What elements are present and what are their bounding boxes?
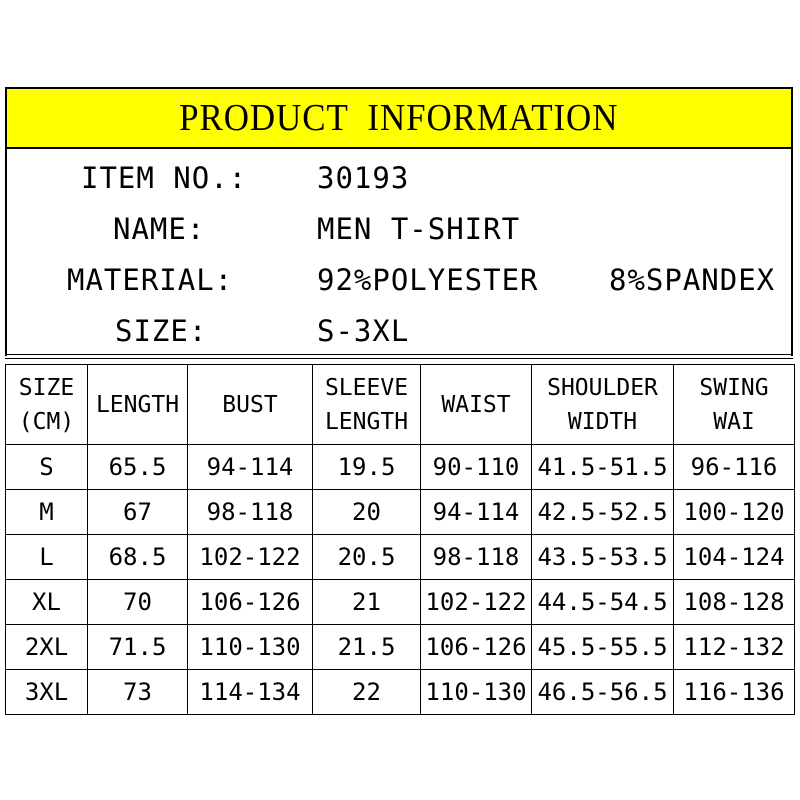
- table-cell: 110-130: [421, 670, 532, 715]
- banner-title: PRODUCT INFORMATION: [179, 97, 619, 139]
- table-cell: 67: [88, 490, 188, 535]
- table-cell: M: [6, 490, 88, 535]
- table-row: [6, 625, 795, 670]
- table-cell: 106-126: [188, 580, 313, 625]
- table-header-row: [6, 365, 795, 445]
- header-sleeve-length: SLEEVE LENGTH: [313, 365, 421, 445]
- table-cell: 94-114: [421, 490, 532, 535]
- table-cell: 68.5: [88, 535, 188, 580]
- table-cell: S: [6, 445, 88, 490]
- table-cell: 20.5: [313, 535, 421, 580]
- header-length: LENGTH: [88, 365, 188, 445]
- table-cell: 96-116: [674, 445, 795, 490]
- table-cell: XL: [6, 580, 88, 625]
- table-cell: 2XL: [6, 625, 88, 670]
- table-cell: 46.5-56.5: [532, 670, 674, 715]
- table-cell: 106-126: [421, 625, 532, 670]
- table-cell: 104-124: [674, 535, 795, 580]
- size-row: [7, 306, 791, 356]
- table-row: [6, 535, 795, 580]
- table-cell: 65.5: [88, 445, 188, 490]
- table-cell: 41.5-51.5: [532, 445, 674, 490]
- name-label: NAME:: [113, 212, 206, 246]
- table-cell: 102-122: [188, 535, 313, 580]
- header-shoulder-width: SHOULDER WIDTH: [532, 365, 674, 445]
- table-cell: 21: [313, 580, 421, 625]
- size-value: S-3XL: [317, 314, 410, 348]
- table-cell: 94-114: [188, 445, 313, 490]
- divider-line: [5, 358, 793, 359]
- table-cell: 21.5: [313, 625, 421, 670]
- name-value: MEN T-SHIRT: [317, 212, 521, 246]
- table-cell: 20: [313, 490, 421, 535]
- item-no-row: [7, 153, 791, 203]
- header-waist: WAIST: [421, 365, 532, 445]
- table-cell: 3XL: [6, 670, 88, 715]
- name-row: [7, 204, 791, 254]
- table-cell: 22: [313, 670, 421, 715]
- table-row: [6, 670, 795, 715]
- table-cell: 98-118: [421, 535, 532, 580]
- table-cell: 73: [88, 670, 188, 715]
- table-cell: 108-128: [674, 580, 795, 625]
- table-cell: 112-132: [674, 625, 795, 670]
- material-row: [7, 255, 791, 305]
- header-size: SIZE (CM): [6, 365, 88, 445]
- table-row: [6, 490, 795, 535]
- table-row: [6, 580, 795, 625]
- table-cell: 43.5-53.5: [532, 535, 674, 580]
- table-row: [6, 445, 795, 490]
- item-no-value: 30193: [317, 161, 410, 195]
- item-no-label: ITEM NO.:: [81, 161, 248, 195]
- table-cell: 42.5-52.5: [532, 490, 674, 535]
- product-info-banner: [5, 87, 793, 149]
- header-bust: BUST: [188, 365, 313, 445]
- table-cell: 116-136: [674, 670, 795, 715]
- header-swing: SWING WAI: [674, 365, 795, 445]
- table-cell: 71.5: [88, 625, 188, 670]
- size-label: SIZE:: [115, 314, 208, 348]
- table-cell: 100-120: [674, 490, 795, 535]
- divider-line: [5, 354, 793, 355]
- table-cell: 19.5: [313, 445, 421, 490]
- table-cell: 110-130: [188, 625, 313, 670]
- product-info-section: [5, 149, 793, 356]
- table-cell: 70: [88, 580, 188, 625]
- table-cell: 45.5-55.5: [532, 625, 674, 670]
- table-cell: L: [6, 535, 88, 580]
- table-cell: 102-122: [421, 580, 532, 625]
- table-cell: 114-134: [188, 670, 313, 715]
- material-value-spandex: 8%SPANDEX: [609, 263, 776, 297]
- size-chart-table: [5, 364, 795, 715]
- material-label: MATERIAL:: [67, 263, 234, 297]
- material-value-polyester: 92%POLYESTER: [317, 263, 539, 297]
- table-cell: 90-110: [421, 445, 532, 490]
- table-cell: 98-118: [188, 490, 313, 535]
- table-cell: 44.5-54.5: [532, 580, 674, 625]
